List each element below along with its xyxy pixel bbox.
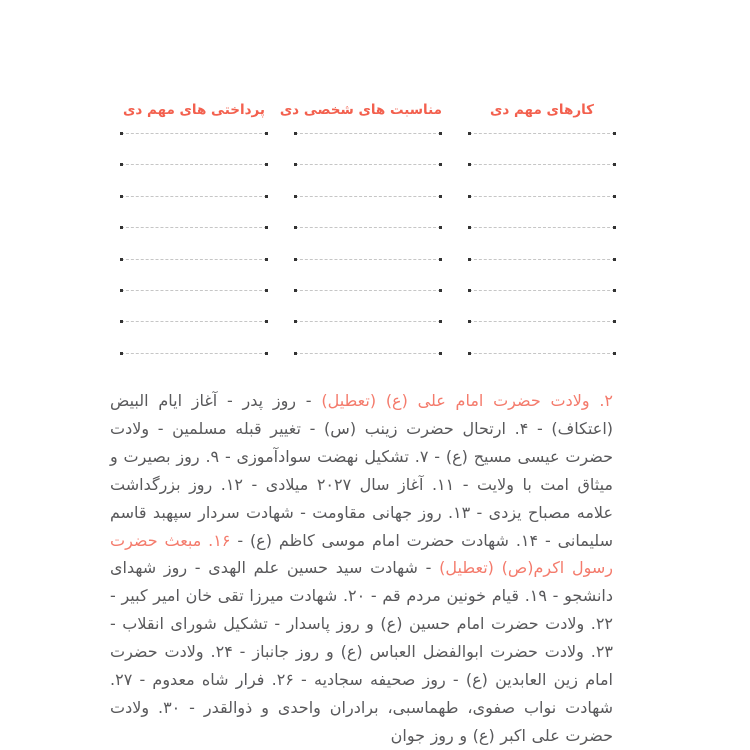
dotted-rule (295, 164, 441, 165)
dotted-rule (469, 227, 615, 228)
writing-line (468, 227, 616, 258)
planner-columns (120, 100, 616, 384)
writing-lines-important-payments (120, 133, 268, 384)
writing-line (294, 353, 442, 384)
writing-line (294, 321, 442, 352)
writing-line (294, 196, 442, 227)
writing-line (120, 321, 268, 352)
dotted-rule (121, 321, 267, 322)
dotted-rule (469, 164, 615, 165)
occasion-segment-holiday: ۱۶. مبعث حضرت رسول اکرم(ص) (تعطیل) (110, 530, 613, 578)
dotted-rule (295, 133, 441, 134)
dotted-rule (121, 227, 267, 228)
writing-line (120, 290, 268, 321)
writing-line (120, 133, 268, 164)
writing-line (120, 196, 268, 227)
occasion-segment: - روز پدر - آغاز ایام البیض (اعتکاف) - ۴. ارتحال حضرت زینب (س) - تغییر قبله مسلمین - ولادت حضرت عیسی مسیح (ع) - ۷. تشکیل نهضت سوادآموزی - ۹. روز بصیرت و میثاق امت با ولایت - ۱۱. آغاز سال ۲۰۲۷ میلادی - ۱۲. روز بزرگداشت علامه مصباح یزدی - ۱۳. روز جهانی مقاومت - شهادت سردار سپهبد قاسم سلیمانی - ۱۴. شهادت حضرت امام موسی کاظم (ع) - (110, 391, 614, 550)
writing-line (120, 259, 268, 290)
dotted-rule (469, 133, 615, 134)
writing-line (294, 133, 442, 164)
writing-lines-personal-occasions (294, 133, 442, 384)
dotted-rule (121, 133, 267, 134)
occasion-segment: - شهادت سید حسین علم الهدی - روز شهدای دانشجو - ۱۹. قیام خونین مردم قم - ۲۰. شهادت میرزا تقی خان امیر کبیر - ۲۲. ولادت حضرت امام حسین (ع) و روز پاسدار - تشکیل شورای انقلاب - ۲۳. ولادت حضرت ابوالفضل العباس (ع) و روز جانباز - ۲۴. ولادت حضرت امام زین العابدین (ع) - روز صحیفه سجادیه - ۲۶. فرار شاه معدوم - ۲۷. شهادت نواب صفوی، طهماسبی، برادران واحدی و ذوالقدر - ۳۰. ولادت حضرت علی اکبر (ع) و روز جوان (110, 558, 614, 745)
writing-line (468, 164, 616, 195)
dotted-rule (121, 290, 267, 291)
dotted-rule (469, 353, 615, 354)
column-important-tasks (468, 100, 616, 384)
column-important-payments (120, 100, 268, 384)
writing-line (468, 290, 616, 321)
dotted-rule (295, 321, 441, 322)
writing-line (120, 164, 268, 195)
dotted-rule (469, 196, 615, 197)
writing-line (294, 259, 442, 290)
monthly-occasions-paragraph (110, 387, 613, 750)
dotted-rule (469, 290, 615, 291)
dotted-rule (121, 353, 267, 354)
column-title-personal-occasions: مناسبت های شخصی دی (279, 102, 442, 118)
dotted-rule (469, 259, 615, 260)
occasion-segment-holiday: ۲. ولادت حضرت امام علی (ع) (تعطیل) (321, 391, 614, 410)
dotted-rule (295, 227, 441, 228)
dotted-rule (121, 164, 267, 165)
writing-lines-important-tasks (468, 133, 616, 384)
writing-line (468, 196, 616, 227)
dotted-rule (295, 259, 441, 260)
column-personal-occasions (279, 100, 442, 384)
dotted-rule (121, 259, 267, 260)
writing-line (294, 164, 442, 195)
dotted-rule (469, 321, 615, 322)
writing-line (294, 227, 442, 258)
dotted-rule (295, 196, 441, 197)
dotted-rule (121, 196, 267, 197)
writing-line (120, 227, 268, 258)
writing-line (468, 133, 616, 164)
column-title-important-tasks: کارهای مهم دی (489, 102, 595, 118)
column-title-important-payments: پرداختی های مهم دی (123, 102, 265, 118)
writing-line (468, 321, 616, 352)
writing-line (468, 259, 616, 290)
dotted-rule (295, 290, 441, 291)
writing-line (294, 290, 442, 321)
dotted-rule (295, 353, 441, 354)
writing-line (468, 353, 616, 384)
writing-line (120, 353, 268, 384)
